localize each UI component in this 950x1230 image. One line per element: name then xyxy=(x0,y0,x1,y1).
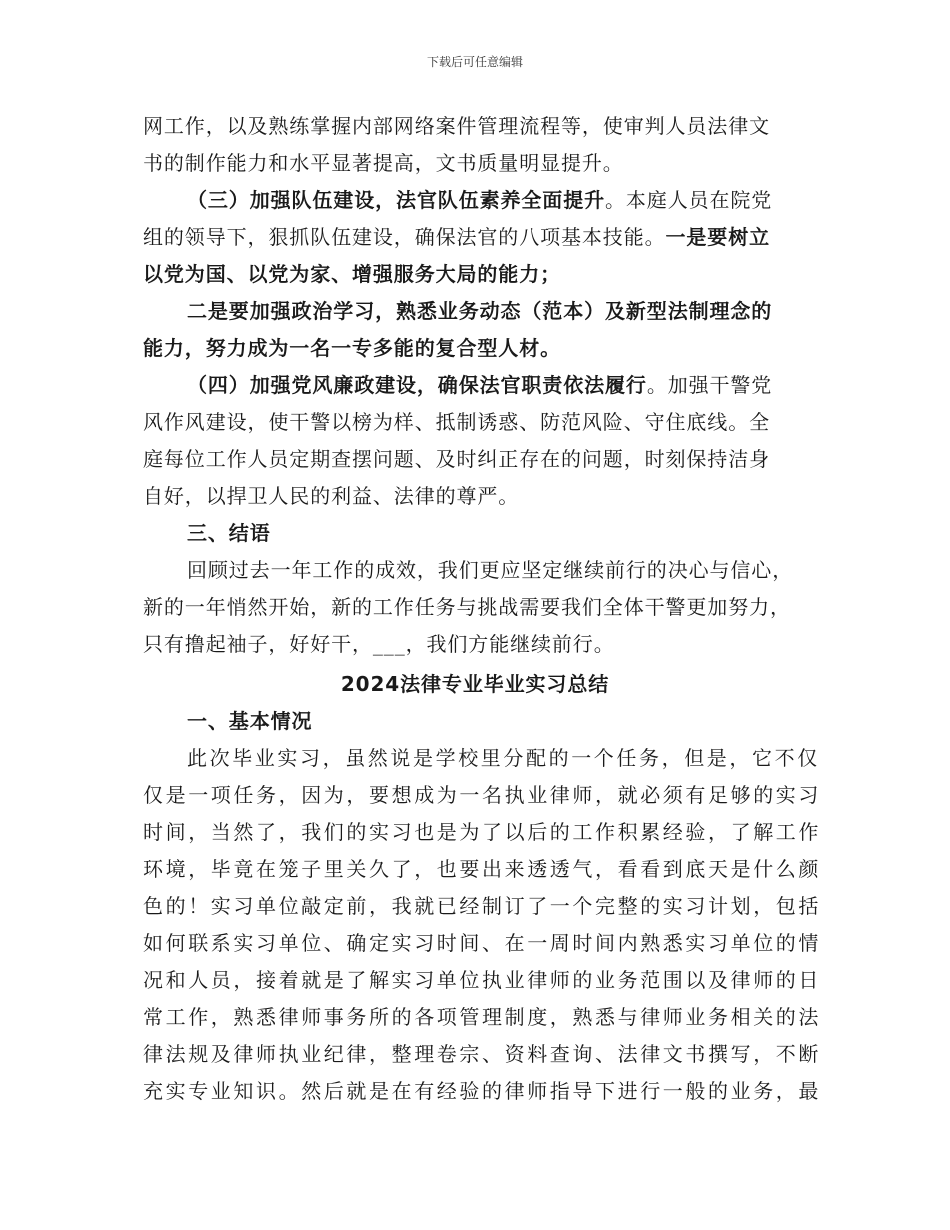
paragraph-line: 时间，当然了，我们的实习也是为了以后的工作积累经验，了解工作 xyxy=(143,820,821,844)
paragraph-line xyxy=(187,186,772,214)
paragraph-line: 二是要加强政治学习，熟悉业务动态（范本）及新型法制理念的 xyxy=(187,299,773,323)
paragraph-line: 庭每位工作人员定期查摆问题、及时纠正存在的问题，时刻保持洁身 xyxy=(143,447,770,471)
paragraph-line: 只有撸起袖子，好好干，___，我们方能继续前行。 xyxy=(143,632,615,656)
paragraph-line: 能力，努力成为一名一专多能的复合型人材。 xyxy=(143,336,561,360)
document-title: 2024法律专业毕业实习总结 xyxy=(340,672,610,696)
paragraph-line: 以党为国、以党为家、增强服务大局的能力； xyxy=(143,262,561,286)
paragraph-line: 网工作，以及熟练掌握内部网络案件管理流程等，使审判人员法律文 xyxy=(143,114,770,138)
paragraph-line: 书的制作能力和水平显著提高，文书质量明显提升。 xyxy=(143,151,624,175)
paragraph-line: 回顾过去一年工作的成效，我们更应坚定继续前行的决心与信心， xyxy=(187,558,794,582)
paragraph-line xyxy=(143,223,770,251)
paragraph-line xyxy=(187,371,772,399)
text-run: 。本庭人员在院党 xyxy=(605,188,773,212)
paragraph-line: 环境，毕竟在笼子里关久了，也要出来透透气，看看到底天是什么颜 xyxy=(143,857,821,881)
paragraph-line: 色的！实习单位敲定前，我就已经制订了一个完整的实习计划，包括 xyxy=(143,894,821,918)
paragraph-line: 律法规及律师执业纪律，整理卷宗、资料查询、法律文书撰写，不断 xyxy=(143,1042,821,1066)
section-heading: （四）加强党风廉政建设，确保法官职责依法履行 xyxy=(187,373,647,397)
section-heading: 三、结语 xyxy=(187,521,271,545)
paragraph-line: 新的一年悄然开始，新的工作任务与挑战需要我们全体干警更加努力， xyxy=(143,595,791,619)
paragraph-line: 自好，以捍卫人民的利益、法律的尊严。 xyxy=(143,484,520,508)
page-header: 下载后可任意编辑 xyxy=(426,55,523,69)
paragraph-line: 充实专业知识。然后就是在有经验的律师指导下进行一般的业务，最 xyxy=(143,1079,821,1103)
paragraph-line: 况和人员，接着就是了解实习单位执业律师的业务范围以及律师的日 xyxy=(143,968,821,992)
paragraph-line: 仅是一项任务，因为，要想成为一名执业律师，就必须有足够的实习 xyxy=(143,783,821,807)
paragraph-line: 如何联系实习单位、确定实习时间、在一周时间内熟悉实习单位的情 xyxy=(143,931,821,955)
paragraph-line: 风作风建设，使干警以榜为样、抵制诱惑、防范风险、守住底线。全 xyxy=(143,410,770,434)
text-run: 组的领导下，狠抓队伍建设，确保法官的八项基本技能。 xyxy=(143,225,666,249)
paragraph-line: 此次毕业实习，虽然说是学校里分配的一个任务，但是，它不仅 xyxy=(187,746,820,770)
section-heading: 一、基本情况 xyxy=(187,709,313,733)
bold-run: 一是要树立 xyxy=(665,225,770,249)
section-heading: （三）加强队伍建设，法官队伍素养全面提升 xyxy=(187,188,605,212)
paragraph-line: 常工作，熟悉律师事务所的各项管理制度，熟悉与律师业务相关的法 xyxy=(143,1005,821,1029)
text-run: 。加强干警党 xyxy=(646,373,773,397)
